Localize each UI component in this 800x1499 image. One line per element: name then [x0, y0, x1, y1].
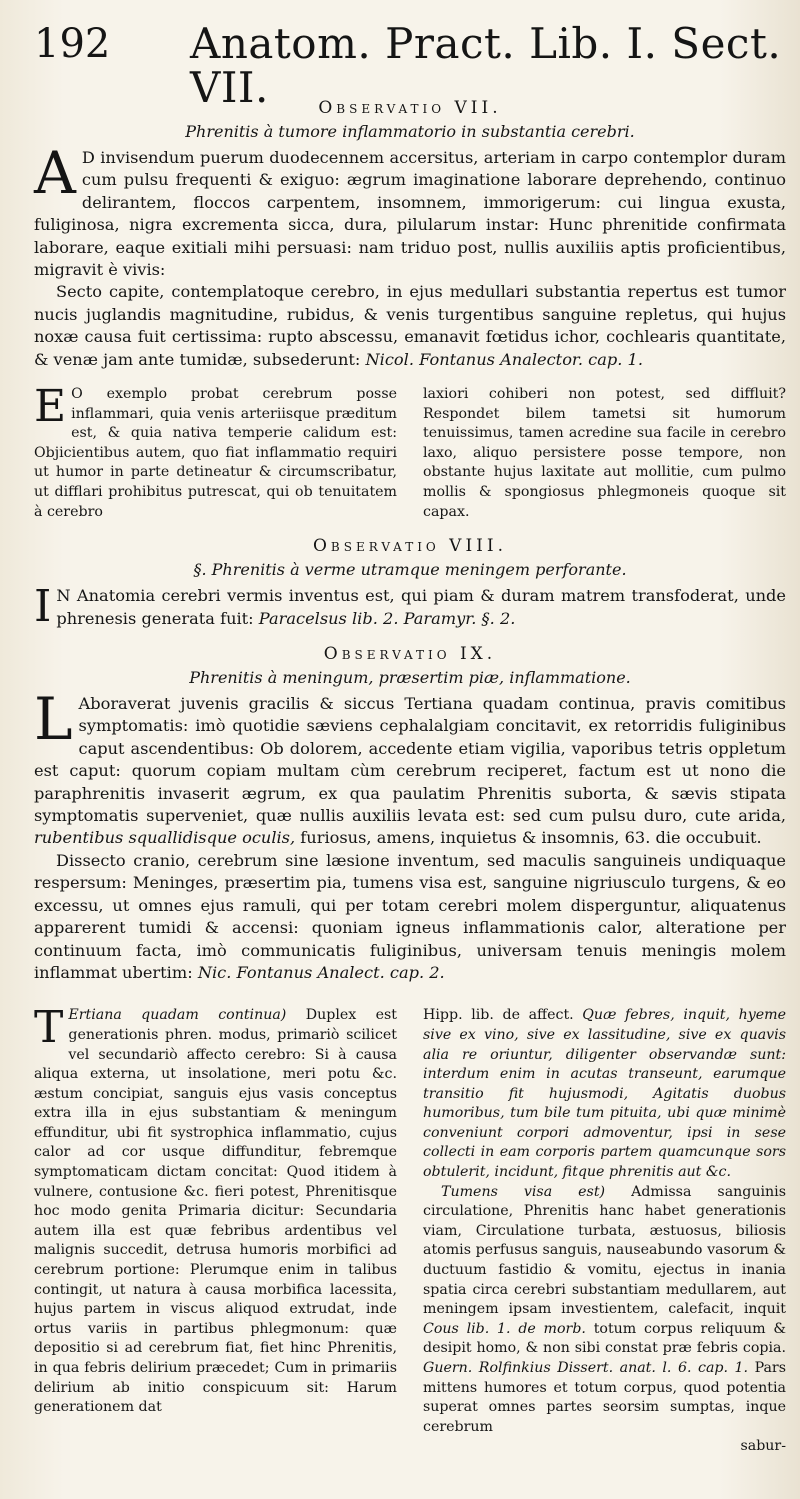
citation: Nic. Fontanus Analect. cap. 2.: [197, 962, 445, 982]
paragraph-text: Secto capite, contemplatoque cerebro, in ejus medullari substantia repertus est tumor nucis juglandis magnitudine, rubidus, & venis turgentibus sanguine repletus, qui hujus noxæ causa fuit certissima: rupto abscessu, emanavit fœtidus ichor, cochlearis quantitate, & venæ jam ante tumidæ, subsederunt:: [34, 282, 786, 369]
commentary-text: Admissa sanguinis circulatione, Phrenitis hanc habet generationis viam, Circulatione turbata, æstuosus, biliosis atomis perfusus sanguis, nauseabundo vasorum & ductuum fastidio & vomitu, ejectus in inania spatia circa cerebri substantiam medullarem, aut meningem ipsam investientem, calefacit, inquit: [423, 1183, 787, 1318]
commentary-right-column: [423, 1006, 786, 1457]
commentary-text: Pars mittens humores et totum corpus, quod potentia superat omnes partes seorsim sumptas, inque cerebrum: [423, 1360, 786, 1435]
citation: Nicol. Fontanus Analector. cap. 1.: [365, 349, 644, 369]
commentary-text: Duplex est generationis phren. modus, primariò scilicet vel secundariò affecto cerebro: Si à causa aliqua externa, ut insolatione, meri potu &c. æstum concipiat, sanguis ejus vasis conceptus extra illa in ejus substantiam & meningum effunditur, ubi fit systrophica inflammatio, cujus calor ad cor usque diffunditur, febremque symptomaticam dictam concitat: Quod itidem à vulnere, contusione &c. fieri potest, Phrenitisque hoc modo genita Primaria dicitur: Secundaria autem illa est quæ febribus ardentibus vel malignis succedit, detrusa humoris morbifici ad cerebrum portione: Plerumque enim in talibus contingit, ut natura à causa morbifica lacessita, hujus partem in viscus aliquod extrudat, inde ortus variis in partibus phlegmonum: quæ depositio si ad cerebrum fiat, fiet hinc Phrenitis, in qua febris delirium præcedet; Cum in primariis delirium ab initio conspicuum sit: Harum generationem dat: [34, 1007, 397, 1416]
observation-8: [34, 536, 786, 633]
observation-paragraph: [34, 139, 786, 281]
paragraph-text: Aboraverat juvenis gracilis & siccus Tertiana quadam continua, pravis comitibus symptomatis: imò quotidie sæviens cephalalgiam concitavit, ex retorridis fuliginibus caput ascendentibus: Ob dolorem, accedente etiam vigilia, vaporibus tetris oppletum est caput: quorum copiam multam cùm cerebrum reciperet, factum est ut nono die paraphrenitis invaserit ægrum, ex qua paulatim Phrenitis suborta, & sævis stipata symptomatis superveniet, quæ nullis auxiliis levata est: sed cum pulsu duro, cute arida,: [34, 694, 786, 826]
commentary-right-column: [423, 385, 786, 522]
commentary-text: O exemplo probat cerebrum posse inflammari, quia venis arteriisque præditum est, & quia nativa temperie calidum est: Objicientibus autem, quo fiat inflammatio requiri ut humor in parte detineatur & circumscribatur, ut difflari prohibitus putrescat, qui ob tenuitatem à cerebro: [34, 386, 397, 520]
drop-cap: T: [34, 1002, 64, 1054]
observation-7: [34, 98, 786, 522]
observation-paragraph: [34, 685, 786, 850]
commentary-text: Hipp. lib. de affect.: [423, 1007, 574, 1024]
observation-title: Observatio VII.: [318, 98, 502, 118]
running-title: Anatom. Pract. Lib. I. Sect. VII.: [190, 19, 782, 112]
lemma: Ertiana quadam continua): [68, 1007, 287, 1024]
observation-paragraph: [34, 281, 786, 371]
observation-title: Observatio VIII.: [312, 536, 508, 557]
commentary-text: totum corpus reliquum & desipit homo, & non sibi constat præ febris copia.: [423, 1320, 787, 1357]
paragraph-text: furiosus, amens, inquietus & insomnis, 63. die occubuit.: [300, 828, 762, 848]
citation: Guern. Rolfinkius Dissert. anat. l. 6. cap. 1.: [423, 1360, 749, 1376]
citation: Cous lib. 1. de morb.: [423, 1320, 586, 1337]
drop-cap: I: [34, 581, 52, 633]
observation-subtitle: Phrenitis à tumore inflammatorio in substantia cerebri.: [185, 122, 635, 141]
page-number: 192: [34, 21, 111, 67]
paragraph-text: D invisendum puerum duodecennem accersitus, arteriam in carpo contemplor duram cum pulsu frequenti & exiguo: ægrum imaginatione laborare deprehendo, continuo delirantem, floccos carpentem, insomnem, immorigerum: cui lingua exusta, fuliginosa, nigra excrementa sicca, dura, pilularum instar: Hunc phrenitide confirmata laborare, eaque exitiali mihi persuasi: nam triduo post, nullis auxiliis aptis proficientibus, migravit è vivis:: [34, 148, 786, 280]
lemma: Tumens visa est): [441, 1183, 606, 1200]
paragraph-text: N Anatomia cerebri vermis inventus est, qui piam & duram matrem transfoderat, unde phrenesis generata fuit:: [56, 586, 786, 628]
drop-cap: A: [34, 139, 76, 207]
observation-subtitle: Phrenitis à meningum, præsertim piæ, inflammatione.: [189, 668, 631, 688]
commentary-left-column: [34, 381, 397, 522]
observation-title: Observatio IX.: [323, 644, 497, 665]
catchword: sabur-: [740, 1438, 786, 1455]
paragraph-text: Dissecto cranio, cerebrum sine læsione inventum, sed maculis sanguineis undiquaque respersum: Meninges, præsertim pia, tumens visa est, sanguine nigriusculo turgens, & eo excessu, ut omnes ejus ramuli, qui per totam cerebri molem disperguntur, aliquatenus apparerent tumidi & accensi: quoniam igneus inflammationis calor, alteratione per continuum facta, imò communicatis fuliginibus, universam tenuis meningis molem inflammat ubertim:: [34, 850, 786, 982]
drop-cap: E: [34, 381, 67, 433]
commentary-left-column: [34, 1002, 397, 1457]
observation-subtitle: §. Phrenitis à verme utramque meningem perforante.: [193, 560, 627, 580]
observation-9: [34, 644, 786, 984]
observation-paragraph: [34, 581, 786, 633]
observation-paragraph: [34, 850, 786, 984]
commentary-text: laxiori cohiberi non potest, sed diffluit? Respondet bilem tametsi sit humorum tenuissimus, tamen acredine sua facile in cerebro laxo, aliquo persistere posse tempore, non obstante hujus laxitate aut mollitie, cum pulmo mollis & spongiosus phlegmoneis quoque sit capax.: [423, 386, 786, 520]
italic-text: rubentibus squallidisque oculis,: [34, 828, 296, 848]
commentary-columns: [34, 1002, 787, 1457]
commentary-columns: [34, 381, 786, 522]
drop-cap: L: [34, 685, 73, 754]
citation: Paracelsus lib. 2. Paramyr. §. 2.: [258, 608, 516, 628]
italic-quote: Quæ febres, inquit, hyeme sive ex vino, sive ex lassitudine, sive ex quavis alia re oriuntur, diligenter observandæ sunt: interdum enim in acutas transeunt, earumque transitio fit hujusmodi, Agitatis duobus humoribus, tum bile tum pituita, ubi quæ minimè conveniunt corpori admoventur, ipsi in sese collecti in eam corporis partem quamcunque sors obtulerit, incidunt, fitque phrenitis aut &c.: [423, 1007, 786, 1181]
